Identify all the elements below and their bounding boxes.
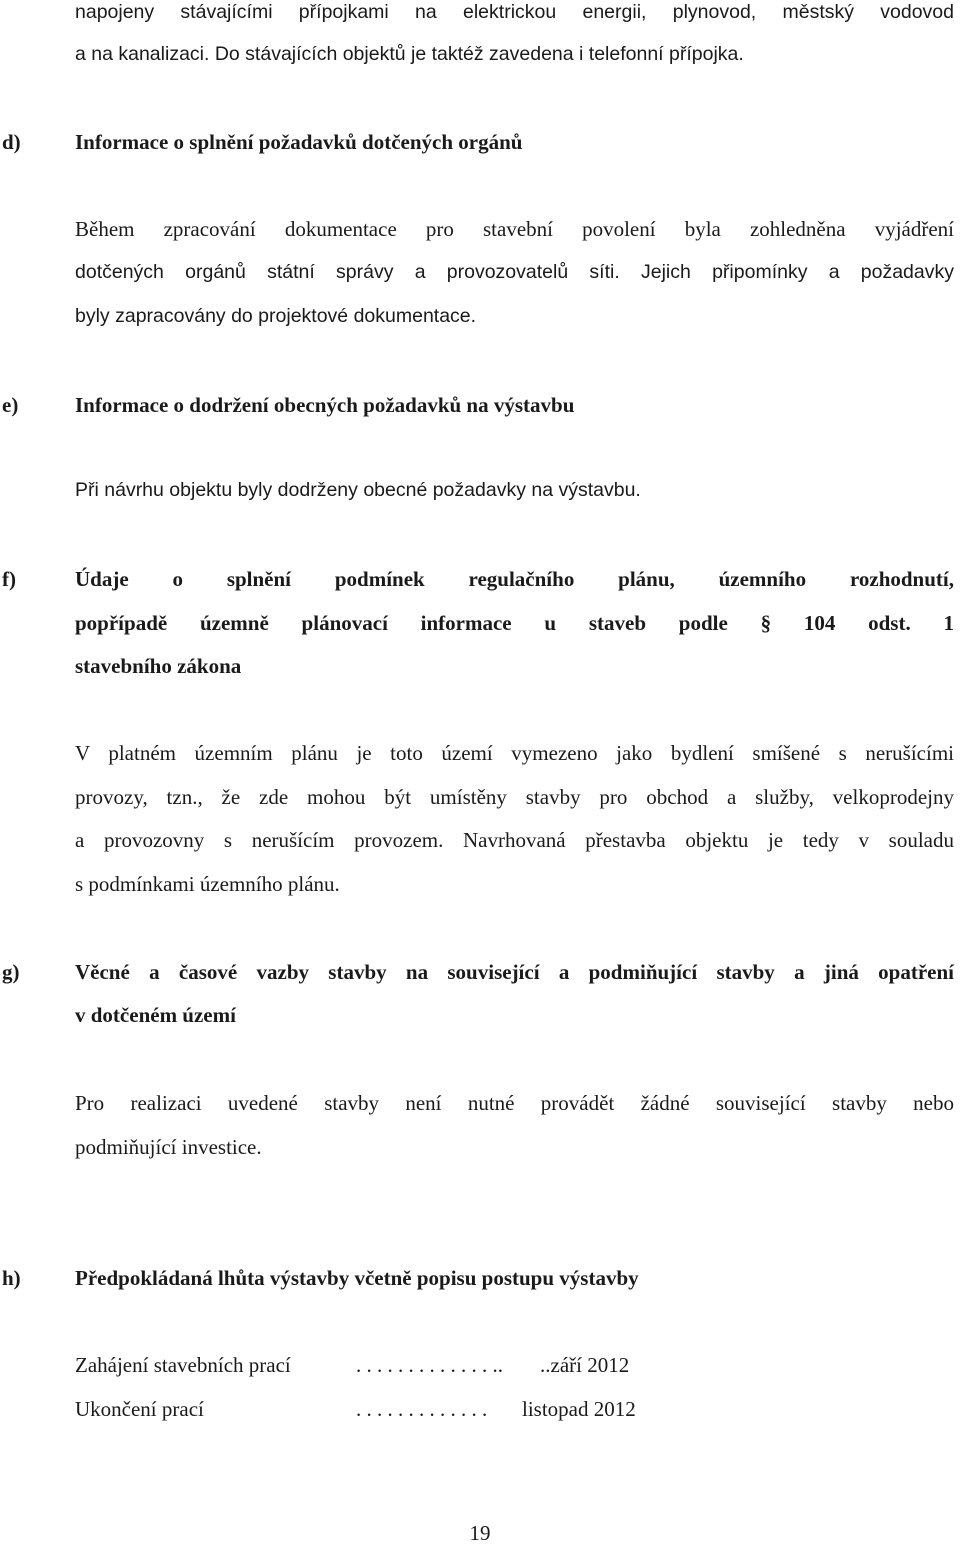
intro-line-2: a na kanalizaci. Do stávajících objektů je taktéž zavedena i telefonní přípojka. (75, 43, 744, 65)
section-f-paragraph-line-2: provozy, tzn., že zde mohou být umístěny stavby pro obchod a služby, velkoprodejny (75, 785, 954, 809)
section-e-letter: e) (2, 393, 19, 417)
section-e-paragraph-line-1: Při návrhu objektu byly dodrženy obecné požadavky na výstavbu. (75, 479, 641, 501)
section-f-paragraph-line-3: a provozovny s nerušícím provozem. Navrhovaná přestavba objektu je tedy v souladu (75, 828, 954, 852)
section-h-letter: h) (2, 1266, 21, 1290)
section-f-heading-line-3: stavebního zákona (75, 654, 242, 678)
section-f-paragraph-line-1: V platném územním plánu je toto území vymezeno jako bydlení smíšené s nerušícími (75, 741, 954, 765)
schedule-start-label: Zahájení stavebních prací (75, 1353, 291, 1377)
section-g-letter: g) (2, 960, 20, 984)
section-f-paragraph-line-4: s podmínkami územního plánu. (75, 872, 340, 896)
page-number: 19 (469, 1521, 491, 1545)
schedule-end-value: listopad 2012 (522, 1397, 636, 1421)
section-g-heading-line-2: v dotčeném území (75, 1003, 236, 1027)
section-f-letter: f) (2, 567, 16, 591)
section-d-letter: d) (2, 130, 21, 154)
schedule-end-dots: . . . . . . . . . . . . . (356, 1397, 488, 1421)
section-d-paragraph-line-1: Během zpracování dokumentace pro stavební povolení byla zohledněna vyjádření (75, 217, 954, 241)
section-f-heading-line-2: popřípadě územně plánovací informace u staveb podle § 104 odst. 1 (75, 611, 954, 635)
section-g-paragraph-line-1: Pro realizaci uvedené stavby není nutné provádět žádné související stavby nebo (75, 1091, 954, 1115)
intro-line-1: napojeny stávajícími přípojkami na elektrickou energii, plynovod, městský vodovod (75, 1, 954, 23)
section-g-paragraph-line-2: podmiňující investice. (75, 1135, 262, 1159)
section-d-heading: Informace o splnění požadavků dotčených orgánů (75, 130, 523, 154)
schedule-end-label: Ukončení prací (75, 1397, 204, 1421)
section-g-heading-line-1: Věcné a časové vazby stavby na související a podmiňující stavby a jiná opatření (75, 960, 954, 984)
section-d-paragraph-line-3: byly zapracovány do projektové dokumentace. (75, 305, 477, 327)
section-d-paragraph-line-2: dotčených orgánů státní správy a provozovatelů síti. Jejich připomínky a požadavky (75, 261, 954, 283)
section-h-heading: Předpokládaná lhůta výstavby včetně popisu postupu výstavby (75, 1266, 639, 1290)
schedule-start-value: ..září 2012 (540, 1353, 630, 1377)
section-f-heading-line-1: Údaje o splnění podmínek regulačního plánu, územního rozhodnutí, (75, 567, 954, 591)
schedule-start-dots: . . . . . . . . . . . . . .. (356, 1353, 503, 1377)
section-e-heading: Informace o dodržení obecných požadavků na výstavbu (75, 393, 575, 417)
